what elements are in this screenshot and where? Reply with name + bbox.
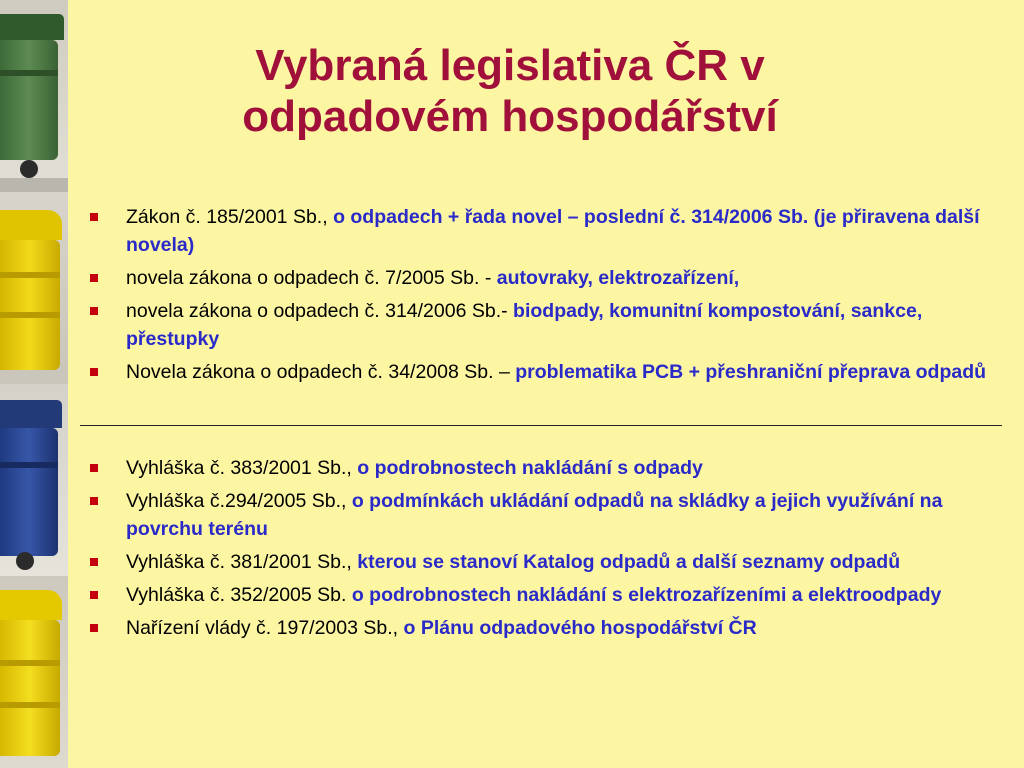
list-item [88,454,988,482]
bullet-square-icon [90,213,98,221]
item-highlight: kterou se stanoví Katalog odpadů a další seznamy odpadů [357,551,901,573]
item-text: Vyhláška č. 381/2001 Sb., [126,551,358,573]
bullet-square-icon [90,368,98,376]
waste-bins-photo-strip [0,0,68,768]
item-text: Novela zákona o odpadech č. 34/2008 Sb. – [126,361,516,383]
list-item [88,581,988,609]
bullet-square-icon [90,307,98,315]
item-highlight: autovraky, elektrozařízení, [496,267,740,289]
yellow-bin-image [0,192,68,384]
item-highlight: o podrobnostech nakládání s elektrozařízeními a elektroodpady [351,584,942,606]
bullet-square-icon [90,464,98,472]
item-text: Vyhláška č.294/2005 Sb., [126,490,352,512]
slide-title [150,40,870,142]
regulations-list [88,454,988,647]
bullet-square-icon [90,624,98,632]
green-bin-image [0,0,68,192]
item-text: novela zákona o odpadech č. 7/2005 Sb. - [126,267,497,289]
item-text: Vyhláška č. 352/2005 Sb. [126,584,352,606]
item-highlight: o Plánu odpadového hospodářství ČR [403,617,757,639]
slide-title-line-2: odpadovém hospodářství [242,92,778,141]
item-text: Zákon č. 185/2001 Sb., [126,206,334,228]
item-text: Vyhláška č. 383/2001 Sb., [126,457,358,479]
list-item [88,203,988,259]
item-text: Nařízení vlády č. 197/2003 Sb., [126,617,404,639]
item-highlight: o podrobnostech nakládání s odpady [357,457,703,479]
bullet-square-icon [90,497,98,505]
item-highlight: o odpadech + řada novel – poslední č. 314/2006 Sb. (je přiravena další novela) [126,206,980,256]
list-item [88,614,988,642]
yellow-bin-image-2 [0,576,68,768]
laws-list [88,203,988,391]
list-item [88,264,988,292]
bullet-square-icon [90,558,98,566]
blue-bin-image [0,384,68,576]
section-divider [80,425,1002,426]
slide-title-line-1: Vybraná legislativa ČR v [255,41,765,90]
item-text: novela zákona o odpadech č. 314/2006 Sb.- [126,300,514,322]
item-highlight: problematika PCB + přeshraniční přeprava odpadů [515,361,987,383]
item-highlight: biodpady, komunitní kompostování, sankce, přestupky [126,300,923,350]
bullet-square-icon [90,591,98,599]
item-highlight: o podmínkách ukládání odpadů na skládky a jejich využívání na povrchu terénu [126,490,943,540]
list-item [88,358,988,386]
list-item [88,487,988,543]
bullet-square-icon [90,274,98,282]
list-item [88,297,988,353]
list-item [88,548,988,576]
